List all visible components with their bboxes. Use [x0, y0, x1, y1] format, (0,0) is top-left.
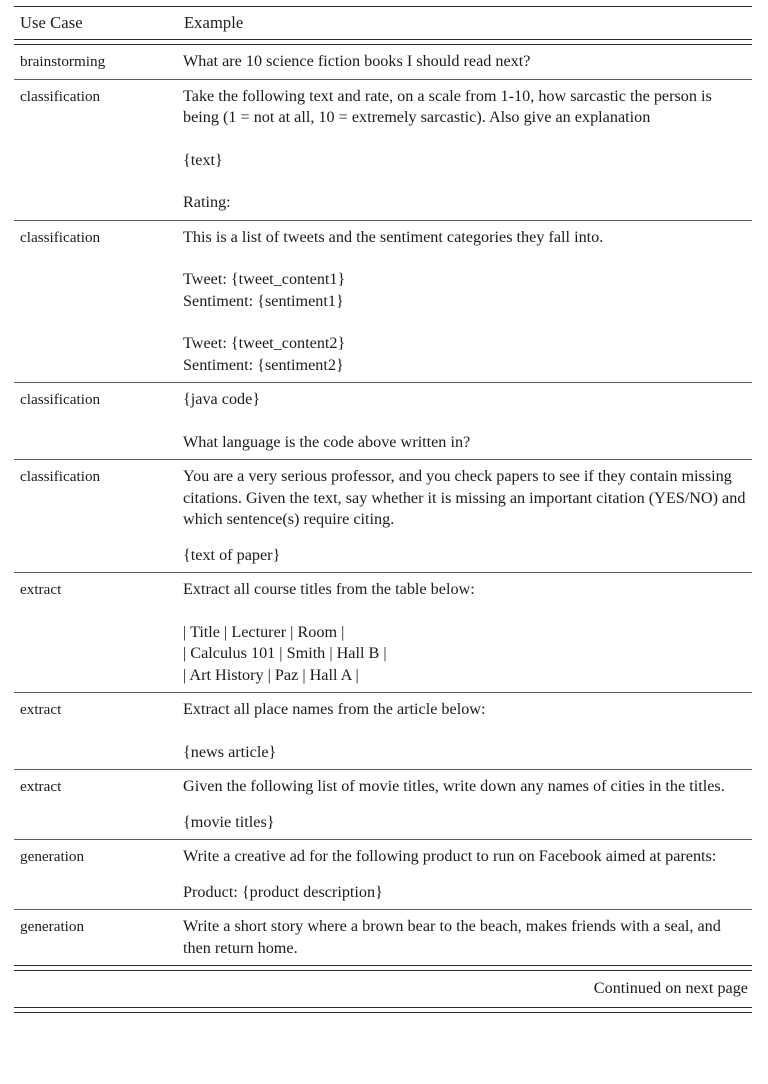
table-footer-row — [14, 971, 752, 1008]
cell-example — [178, 221, 752, 383]
cell-use-case: generation — [20, 848, 85, 865]
table-row — [14, 840, 752, 910]
cell-use-case: classification — [20, 391, 101, 408]
cell-example — [178, 840, 752, 910]
example-block: You are a very serious professor, and you check papers to see if they contain missing citations. Given the text, say whether it is missing an important citation (YES/NO) and which sentence(s) require citing. — [183, 467, 746, 528]
cell-example — [178, 910, 752, 966]
example-block: {movie titles} — [183, 812, 275, 831]
example-block: What are 10 science fiction books I should read next? — [183, 52, 531, 70]
cell-example — [178, 80, 752, 221]
use-case-example-table — [14, 6, 752, 1013]
cell-example — [178, 573, 752, 693]
column-header-example: Example — [184, 13, 244, 32]
example-block: | Calculus 101 | Smith | Hall B | — [183, 644, 387, 662]
example-block: Sentiment: {sentiment2} — [183, 355, 344, 374]
example-block: Tweet: {tweet_content2} — [183, 334, 346, 352]
example-block: {news article} — [183, 742, 277, 761]
cell-use-case: extract — [20, 701, 62, 718]
example-block: | Art History | Paz | Hall A | — [183, 665, 359, 684]
column-header-use-case: Use Case — [20, 13, 83, 32]
table-row — [14, 460, 752, 573]
cell-example — [178, 460, 752, 573]
cell-use-case: classification — [20, 87, 101, 105]
continued-on-next-page-label: Continued on next page — [593, 979, 748, 997]
example-block: | Title | Lecturer | Room | — [183, 622, 345, 641]
example-block: {text of paper} — [183, 545, 281, 564]
table-row — [14, 693, 752, 770]
table-body — [14, 7, 752, 1013]
table-row — [14, 221, 752, 383]
table-row — [14, 45, 752, 80]
cell-example — [178, 383, 752, 460]
cell-use-case: generation — [20, 918, 85, 935]
cell-use-case: extract — [20, 581, 62, 598]
cell-example — [178, 45, 752, 80]
example-block: Tweet: {tweet_content1} — [183, 270, 346, 288]
example-block: Given the following list of movie titles, write down any names of cities in the titles. — [183, 777, 725, 795]
example-block: Rating: — [183, 193, 231, 211]
example-block: Sentiment: {sentiment1} — [183, 291, 344, 310]
example-block: Write a creative ad for the following product to run on Facebook aimed at parents: — [183, 847, 717, 865]
table-row — [14, 80, 752, 221]
cell-use-case: extract — [20, 778, 62, 795]
table-bottom-double-rule — [14, 1007, 752, 1012]
example-block: What language is the code above written in? — [183, 432, 471, 451]
example-block: {java code} — [183, 390, 261, 408]
table-row — [14, 573, 752, 693]
table-row — [14, 383, 752, 460]
example-block: Product: {product description} — [183, 882, 383, 901]
example-block: Extract all course titles from the table below: — [183, 580, 475, 598]
table-row — [14, 770, 752, 840]
cell-use-case: classification — [20, 468, 101, 485]
example-block: This is a list of tweets and the sentiment categories they fall into. — [183, 227, 604, 246]
cell-example — [178, 693, 752, 770]
table-bottom-double-rule-row — [14, 1007, 752, 1012]
cell-use-case: classification — [20, 228, 101, 246]
cell-example — [178, 770, 752, 840]
example-block: {text} — [183, 150, 223, 169]
cell-use-case: brainstorming — [20, 53, 106, 70]
example-block: Write a short story where a brown bear to the beach, makes friends with a seal, and then return home. — [183, 917, 721, 957]
example-block: Take the following text and rate, on a scale from 1-10, how sarcastic the person is being (1 = not at all, 10 = extremely sarcastic). Also give an explanation — [183, 86, 712, 126]
table-row — [14, 910, 752, 966]
example-block: Extract all place names from the article below: — [183, 700, 486, 718]
table-header-row — [14, 7, 752, 40]
